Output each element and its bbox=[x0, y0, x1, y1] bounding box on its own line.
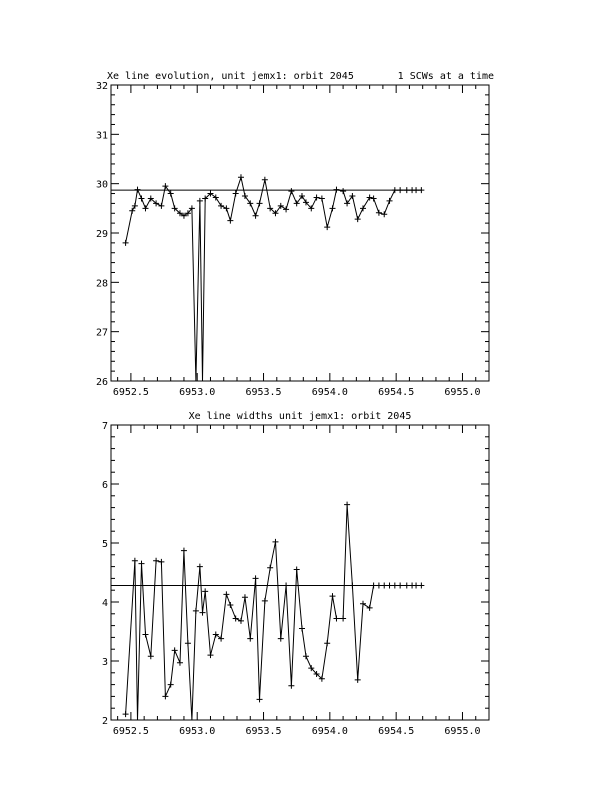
bottom-plot-x-tick-label: 6954.0 bbox=[311, 726, 348, 737]
bottom-plot-y-tick-label: 2 bbox=[101, 716, 108, 727]
top-plot-y-tick-label: 31 bbox=[95, 130, 108, 142]
bottom-plot-x-tick-label: 6955.0 bbox=[444, 726, 481, 737]
top-plot-x-tick-label: 6955.0 bbox=[444, 387, 481, 398]
top-plot-x-tick-label: 6953.5 bbox=[245, 387, 282, 398]
bottom-plot-y-tick-label: 3 bbox=[101, 657, 108, 668]
bottom-plot-x-tick-label: 6952.5 bbox=[112, 726, 149, 737]
top-plot-y-tick-label: 32 bbox=[95, 81, 108, 92]
top-plot-y-tick-label: 26 bbox=[95, 377, 108, 388]
bottom-plot-x-tick-label: 6953.0 bbox=[179, 726, 216, 737]
top-plot-y-tick-label: 28 bbox=[95, 278, 108, 290]
bottom-plot-y-tick-label: 6 bbox=[101, 480, 108, 491]
bottom-plot-title: Xe line widths unit jemx1: orbit 2045 bbox=[188, 411, 412, 422]
top-plot-x-tick-label: 6952.5 bbox=[112, 387, 149, 398]
bottom-plot-y-tick-label: 4 bbox=[101, 598, 108, 609]
top-plot-subtitle: 1 SCWs at a time bbox=[397, 71, 494, 82]
bottom-plot-x-tick-label: 6953.5 bbox=[245, 726, 282, 737]
top-plot-x-tick-label: 6954.5 bbox=[378, 387, 415, 398]
bottom-plot-x-tick-label: 6954.5 bbox=[378, 726, 415, 737]
top-plot-y-tick-label: 27 bbox=[95, 327, 108, 339]
bottom-plot-y-tick-label: 5 bbox=[101, 539, 108, 550]
top-plot-title: Xe line evolution, unit jemx1: orbit 2045 bbox=[107, 71, 354, 82]
top-plot-y-tick-label: 30 bbox=[95, 179, 108, 191]
bottom-plot-y-tick-label: 7 bbox=[101, 421, 108, 432]
top-plot-y-tick-label: 29 bbox=[95, 229, 108, 240]
top-plot-x-tick-label: 6953.0 bbox=[179, 387, 216, 398]
top-plot-x-tick-label: 6954.0 bbox=[311, 387, 348, 398]
